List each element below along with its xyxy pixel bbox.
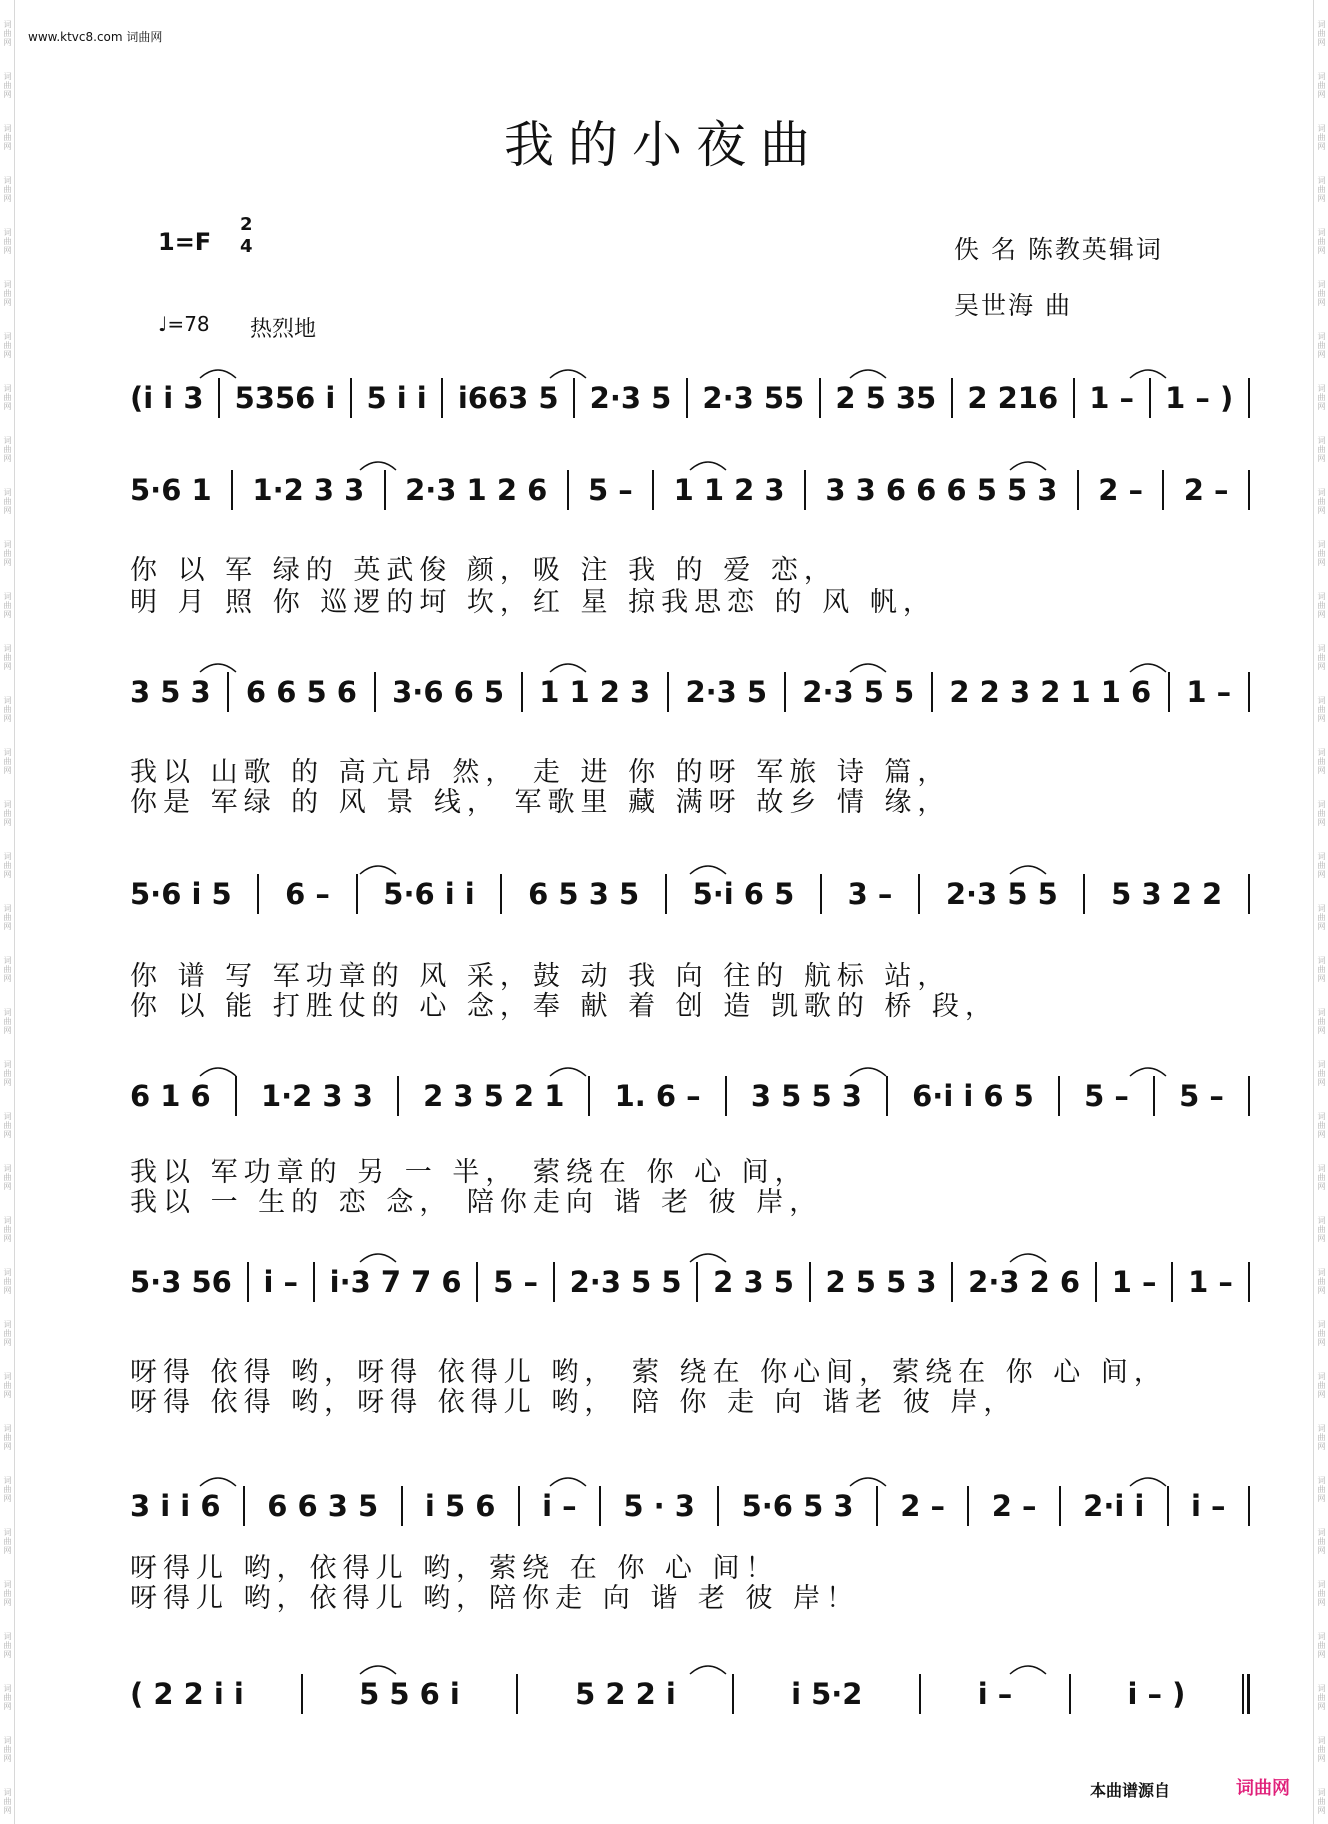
staff-line xyxy=(130,470,1250,510)
barline xyxy=(1248,874,1250,914)
barline xyxy=(235,1076,237,1116)
note-group: 5 – xyxy=(1179,1079,1224,1113)
watermark-glyph: 词曲网 xyxy=(1317,1112,1326,1139)
barline xyxy=(667,672,669,712)
note-group: 2·3 55 xyxy=(702,381,805,415)
watermark-glyph: 词曲网 xyxy=(1317,1684,1326,1711)
watermark-glyph: 词曲网 xyxy=(1317,1216,1326,1243)
watermark-glyph: 词曲网 xyxy=(1317,384,1326,411)
staff-line xyxy=(130,672,1250,712)
barline xyxy=(247,1262,249,1302)
barline xyxy=(1248,672,1250,712)
staff-line xyxy=(130,1674,1250,1714)
notes-row xyxy=(130,1262,1250,1302)
note-group: 5·6 1 xyxy=(130,473,212,507)
note-group: 3 i i 6 xyxy=(130,1489,221,1523)
notes-row xyxy=(130,470,1250,510)
watermark-glyph: 词曲网 xyxy=(3,540,12,567)
barline xyxy=(886,1076,888,1116)
barline xyxy=(384,470,386,510)
notes-row xyxy=(130,874,1250,914)
note-group: 2·3 5 5 xyxy=(802,675,915,709)
watermark-glyph: 词曲网 xyxy=(3,956,12,983)
staff-line xyxy=(130,378,1250,418)
note-group: 2 – xyxy=(900,1489,945,1523)
note-group: 6 – xyxy=(285,877,330,911)
barline xyxy=(804,470,806,510)
note-group: i663 5 xyxy=(457,381,559,415)
watermark-glyph: 词曲网 xyxy=(3,1372,12,1399)
slur-arc xyxy=(550,370,586,378)
barline xyxy=(227,672,229,712)
watermark-glyph: 词曲网 xyxy=(1317,20,1326,47)
slur-arc xyxy=(690,866,726,874)
barline xyxy=(401,1486,403,1526)
note-group: 1 – xyxy=(1111,1265,1157,1299)
slur-arc xyxy=(550,1068,586,1076)
watermark-glyph: 词曲网 xyxy=(3,228,12,255)
lyric-verse-1: 你 以 军 绿的 英武俊 颜，吸 注 我 的 爱 恋， xyxy=(130,555,837,586)
watermark-glyph: 词曲网 xyxy=(3,124,12,151)
slur-arc xyxy=(200,370,236,378)
staff-line xyxy=(130,1262,1250,1302)
slur-arc xyxy=(690,1254,726,1262)
watermark-glyph: 词曲网 xyxy=(3,644,12,671)
slur-arc xyxy=(690,462,726,470)
barline xyxy=(476,1262,478,1302)
note-group: 2 2 3 2 1 1 6 xyxy=(949,675,1152,709)
barline xyxy=(652,470,654,510)
barline xyxy=(1248,1262,1250,1302)
slur-marks xyxy=(130,856,1250,876)
notes-row xyxy=(130,1076,1250,1116)
watermark-glyph: 词曲网 xyxy=(3,436,12,463)
barline xyxy=(257,874,259,914)
expression-marking: 热烈地 xyxy=(250,317,317,342)
lyric-verse-2: 我以 一 生的 恋 念， 陪你走向 谐 老 彼 岸， xyxy=(130,1187,823,1218)
note-group: 5 2 2 i xyxy=(575,1677,676,1711)
slur-arc xyxy=(690,1666,726,1674)
watermark-glyph: 词曲网 xyxy=(3,1216,12,1243)
note-group: i·3 7 7 6 xyxy=(329,1265,462,1299)
lyric-verse-1: 呀得 依得 哟，呀得 依得儿 哟， 萦 绕在 你心间，萦绕在 你 心 间， xyxy=(130,1357,1167,1388)
watermark-glyph: 词曲网 xyxy=(1317,904,1326,931)
left-watermark-strip xyxy=(0,0,15,1824)
note-group: 5·6 i 5 xyxy=(130,877,232,911)
notes-row xyxy=(130,1674,1250,1714)
watermark-glyph: 词曲网 xyxy=(3,176,12,203)
barline xyxy=(553,1262,555,1302)
barline xyxy=(516,1674,518,1714)
barline xyxy=(599,1486,601,1526)
watermark-glyph: 词曲网 xyxy=(3,332,12,359)
watermark-glyph: 词曲网 xyxy=(1317,436,1326,463)
note-group: 6 6 5 6 xyxy=(245,675,357,709)
watermark-glyph: 词曲网 xyxy=(1317,332,1326,359)
site-url: www.ktvc8.com 词曲网 xyxy=(28,30,163,44)
note-group: 2 216 xyxy=(967,381,1059,415)
slur-arc xyxy=(850,664,886,672)
watermark-glyph: 词曲网 xyxy=(1317,1528,1326,1555)
watermark-glyph: 词曲网 xyxy=(1317,540,1326,567)
watermark-glyph: 词曲网 xyxy=(1317,1268,1326,1295)
note-group: 5 5 6 i xyxy=(359,1677,460,1711)
note-group: 2 5 5 3 xyxy=(825,1265,937,1299)
barline xyxy=(1168,672,1170,712)
note-group: 1. 6 – xyxy=(614,1079,701,1113)
watermark-glyph: 词曲网 xyxy=(3,1528,12,1555)
barline xyxy=(374,672,376,712)
barline xyxy=(951,378,953,418)
slur-arc xyxy=(850,1478,886,1486)
watermark-glyph: 词曲网 xyxy=(1317,280,1326,307)
watermark-glyph: 词曲网 xyxy=(3,1060,12,1087)
note-group: 2 – xyxy=(1098,473,1143,507)
source-label: 本曲谱源自 xyxy=(1090,1781,1171,1800)
barline xyxy=(819,378,821,418)
watermark-glyph: 词曲网 xyxy=(1317,644,1326,671)
slur-marks xyxy=(130,654,1250,674)
barline xyxy=(1153,1076,1155,1116)
note-group: 5 – xyxy=(588,473,633,507)
slur-marks xyxy=(130,1656,1250,1676)
barline xyxy=(809,1262,811,1302)
barline xyxy=(518,1486,520,1526)
watermark-glyph: 词曲网 xyxy=(1317,1372,1326,1399)
barline xyxy=(686,378,688,418)
watermark-glyph: 词曲网 xyxy=(1317,1424,1326,1451)
lyric-verse-1: 我以 山歌 的 高亢昂 然， 走 进 你 的呀 军旅 诗 篇， xyxy=(130,757,951,788)
slur-arc xyxy=(200,664,236,672)
lyric-verse-2: 你是 军绿 的 风 景 线， 军歌里 藏 满呀 故乡 情 缘， xyxy=(130,787,951,818)
barline xyxy=(500,874,502,914)
note-group: 1·2 3 3 xyxy=(260,1079,373,1113)
watermark-glyph: 词曲网 xyxy=(3,1320,12,1347)
staff-line xyxy=(130,1076,1250,1116)
barline xyxy=(717,1486,719,1526)
barline xyxy=(951,1262,953,1302)
barline xyxy=(784,672,786,712)
watermark-glyph: 词曲网 xyxy=(1317,1164,1326,1191)
note-group: 3 5 5 3 xyxy=(750,1079,862,1113)
note-group: 6 6 3 5 xyxy=(267,1489,379,1523)
lyric-verse-1: 你 谱 写 军功章的 风 采，鼓 动 我 向 往的 航标 站， xyxy=(130,961,951,992)
note-group: 6·i i 6 5 xyxy=(912,1079,1034,1113)
barline xyxy=(820,874,822,914)
barline xyxy=(1149,378,1151,418)
note-group: 2·3 5 xyxy=(685,675,768,709)
watermark-glyph: 词曲网 xyxy=(3,800,12,827)
note-group: 6 1 6 xyxy=(130,1079,211,1113)
watermark-glyph: 词曲网 xyxy=(3,696,12,723)
barline xyxy=(313,1262,315,1302)
watermark-glyph: 词曲网 xyxy=(1317,956,1326,983)
slur-marks xyxy=(130,360,1250,380)
barline xyxy=(301,1674,303,1714)
barline xyxy=(1095,1262,1097,1302)
note-group: 2 3 5 xyxy=(713,1265,794,1299)
note-group: 3 5 3 xyxy=(130,675,211,709)
barline xyxy=(1162,470,1164,510)
note-group: i – xyxy=(263,1265,298,1299)
note-group: 2 3 5 2 1 xyxy=(423,1079,565,1113)
lyric-verse-2: 呀得 依得 哟，呀得 依得儿 哟， 陪 你 走 向 谐老 彼 岸， xyxy=(130,1387,1017,1418)
lyric-verse-1: 我以 军功章的 另 一 半， 萦绕在 你 心 间， xyxy=(130,1157,808,1188)
watermark-glyph: 词曲网 xyxy=(1317,800,1326,827)
note-group: 2 – xyxy=(1183,473,1229,507)
slur-arc xyxy=(550,1478,586,1486)
slur-arc xyxy=(1010,1254,1046,1262)
watermark-glyph: 词曲网 xyxy=(1317,72,1326,99)
barline xyxy=(1059,1486,1061,1526)
note-group: (i i 3 xyxy=(130,381,204,415)
watermark-glyph: 词曲网 xyxy=(3,1164,12,1191)
final-barline xyxy=(1242,1674,1250,1714)
barline xyxy=(1248,470,1250,510)
note-group: 1 1 2 3 xyxy=(539,675,651,709)
lyric-verse-2: 呀得儿 哟，依得儿 哟，陪你走 向 谐 老 彼 岸！ xyxy=(130,1583,860,1614)
watermark-glyph: 词曲网 xyxy=(1317,592,1326,619)
barline xyxy=(665,874,667,914)
time-top: 2 xyxy=(240,214,253,235)
key-signature: 1=F xyxy=(158,228,212,256)
slur-arc xyxy=(360,1666,396,1674)
slur-arc xyxy=(550,664,586,672)
watermark-glyph: 词曲网 xyxy=(3,1684,12,1711)
note-group: 3·6 6 5 xyxy=(392,675,505,709)
watermark-glyph: 词曲网 xyxy=(3,748,12,775)
note-group: 5 i i xyxy=(366,381,427,415)
slur-marks xyxy=(130,1244,1250,1264)
slur-marks xyxy=(130,1468,1250,1488)
note-group: 6 5 3 5 xyxy=(528,877,640,911)
barline xyxy=(1083,874,1085,914)
note-group: i 5·2 xyxy=(791,1677,863,1711)
barline xyxy=(521,672,523,712)
barline xyxy=(931,672,933,712)
note-group: 1·2 3 3 xyxy=(252,473,365,507)
watermark-glyph: 词曲网 xyxy=(3,1008,12,1035)
notes-row xyxy=(130,1486,1250,1526)
watermark-glyph: 词曲网 xyxy=(1317,1060,1326,1087)
note-group: 2·3 5 5 xyxy=(945,877,1058,911)
barline xyxy=(1171,1262,1173,1302)
note-group: 1 1 2 3 xyxy=(673,473,785,507)
barline xyxy=(1073,378,1075,418)
barline xyxy=(567,470,569,510)
notes-row xyxy=(130,672,1250,712)
slur-marks xyxy=(130,452,1250,472)
watermark-glyph: 词曲网 xyxy=(3,384,12,411)
watermark-glyph: 词曲网 xyxy=(3,1632,12,1659)
note-group: 1 – xyxy=(1089,381,1135,415)
barline xyxy=(1248,1076,1250,1116)
note-group: 3 – xyxy=(847,877,893,911)
watermark-glyph: 词曲网 xyxy=(1317,852,1326,879)
note-group: 2 – xyxy=(991,1489,1037,1523)
barline xyxy=(732,1674,734,1714)
right-watermark-strip xyxy=(1313,0,1328,1824)
note-group: i – ) xyxy=(1127,1677,1186,1711)
watermark-glyph: 词曲网 xyxy=(3,1424,12,1451)
watermark-glyph: 词曲网 xyxy=(1317,1736,1326,1763)
note-group: 2·3 2 6 xyxy=(968,1265,1081,1299)
barline xyxy=(876,1486,878,1526)
slur-arc xyxy=(1010,1666,1046,1674)
note-group: 2 5 35 xyxy=(835,381,937,415)
watermark-glyph: 词曲网 xyxy=(3,20,12,47)
watermark-glyph: 词曲网 xyxy=(3,72,12,99)
lyric-verse-1: 呀得儿 哟，依得儿 哟，萦绕 在 你 心 间！ xyxy=(130,1553,779,1584)
barline xyxy=(573,378,575,418)
source-logo: 词曲网 xyxy=(1236,1778,1290,1799)
barline xyxy=(243,1486,245,1526)
watermark-glyph: 词曲网 xyxy=(1317,1632,1326,1659)
watermark-glyph: 词曲网 xyxy=(3,280,12,307)
lyric-verse-2: 你 以 能 打胜仗的 心 念，奉 献 着 创 造 凯歌的 桥 段， xyxy=(130,991,998,1022)
barline xyxy=(1077,470,1079,510)
barline xyxy=(918,874,920,914)
barline xyxy=(356,874,358,914)
barline xyxy=(231,470,233,510)
note-group: 5 · 3 xyxy=(623,1489,695,1523)
slur-arc xyxy=(850,370,886,378)
slur-arc xyxy=(360,1254,396,1262)
barline xyxy=(588,1076,590,1116)
watermark-glyph: 词曲网 xyxy=(3,592,12,619)
note-group: ( 2 2 i i xyxy=(130,1677,244,1711)
note-group: 5356 i xyxy=(234,381,336,415)
tempo-marking: ♩=78 xyxy=(158,312,210,336)
watermark-glyph: 词曲网 xyxy=(3,904,12,931)
note-group: 5 – xyxy=(1084,1079,1129,1113)
slur-arc xyxy=(1010,866,1046,874)
barline xyxy=(218,378,220,418)
watermark-glyph: 词曲网 xyxy=(1317,696,1326,723)
barline xyxy=(967,1486,969,1526)
staff-line xyxy=(130,1486,1250,1526)
slur-arc xyxy=(850,1068,886,1076)
watermark-glyph: 词曲网 xyxy=(1317,1320,1326,1347)
barline xyxy=(725,1076,727,1116)
watermark-glyph: 词曲网 xyxy=(1317,1788,1326,1815)
slur-arc xyxy=(1010,462,1046,470)
barline xyxy=(1248,378,1250,418)
watermark-glyph: 词曲网 xyxy=(1317,228,1326,255)
barline xyxy=(696,1262,698,1302)
slur-arc xyxy=(1130,1068,1166,1076)
watermark-glyph: 词曲网 xyxy=(3,1788,12,1815)
watermark-glyph: 词曲网 xyxy=(1317,176,1326,203)
note-group: 2·3 5 xyxy=(589,381,672,415)
watermark-glyph: 词曲网 xyxy=(3,1112,12,1139)
barline xyxy=(397,1076,399,1116)
slur-arc xyxy=(1130,370,1166,378)
barline xyxy=(1248,1486,1250,1526)
staff-line xyxy=(130,874,1250,914)
note-group: 1 – ) xyxy=(1165,381,1234,415)
barline xyxy=(1167,1486,1169,1526)
watermark-glyph: 词曲网 xyxy=(1317,1008,1326,1035)
slur-arc xyxy=(360,462,396,470)
watermark-glyph: 词曲网 xyxy=(1317,488,1326,515)
note-group: 1 – xyxy=(1188,1265,1233,1299)
slur-marks xyxy=(130,1058,1250,1078)
barline xyxy=(350,378,352,418)
note-group: 3 3 6 6 6 5 5 3 xyxy=(825,473,1058,507)
time-bottom: 4 xyxy=(240,236,253,257)
watermark-glyph: 词曲网 xyxy=(3,1476,12,1503)
watermark-glyph: 词曲网 xyxy=(1317,1580,1326,1607)
notes-row xyxy=(130,378,1250,418)
note-group: 5 3 2 2 xyxy=(1111,877,1223,911)
note-group: 5 – xyxy=(493,1265,538,1299)
barline xyxy=(919,1674,921,1714)
watermark-glyph: 词曲网 xyxy=(1317,748,1326,775)
watermark-glyph: 词曲网 xyxy=(1317,1476,1326,1503)
watermark-glyph: 词曲网 xyxy=(3,852,12,879)
note-group: 5·3 56 xyxy=(130,1265,232,1299)
lyric-verse-2: 明 月 照 你 巡逻的坷 坎，红 星 掠我思恋 的 风 帆， xyxy=(130,587,936,618)
note-group: 2·3 1 2 6 xyxy=(405,473,548,507)
note-group: 5·i 6 5 xyxy=(692,877,795,911)
barline xyxy=(441,378,443,418)
slur-arc xyxy=(360,866,396,874)
slur-arc xyxy=(1130,1478,1166,1486)
note-group: i – xyxy=(542,1489,577,1523)
slur-arc xyxy=(200,1068,236,1076)
lyricist-credit: 佚 名 陈教英辑词 xyxy=(954,235,1163,264)
note-group: 5·6 i i xyxy=(383,877,475,911)
watermark-glyph: 词曲网 xyxy=(3,488,12,515)
note-group: i – xyxy=(977,1677,1013,1711)
barline xyxy=(1069,1674,1071,1714)
time-signature xyxy=(240,214,253,258)
watermark-glyph: 词曲网 xyxy=(3,1580,12,1607)
slur-arc xyxy=(1130,664,1166,672)
note-group: 2·i i xyxy=(1083,1489,1145,1523)
watermark-glyph: 词曲网 xyxy=(3,1268,12,1295)
note-group: 2·3 5 5 xyxy=(569,1265,682,1299)
song-title: 我的小夜曲 xyxy=(504,116,824,174)
note-group: 1 – xyxy=(1186,675,1232,709)
composer-credit: 吴世海 曲 xyxy=(954,291,1072,320)
barline xyxy=(1058,1076,1060,1116)
note-group: i 5 6 xyxy=(424,1489,496,1523)
note-group: i – xyxy=(1191,1489,1226,1523)
watermark-glyph: 词曲网 xyxy=(1317,124,1326,151)
slur-arc xyxy=(200,1478,236,1486)
watermark-glyph: 词曲网 xyxy=(3,1736,12,1763)
note-group: 5·6 5 3 xyxy=(741,1489,854,1523)
